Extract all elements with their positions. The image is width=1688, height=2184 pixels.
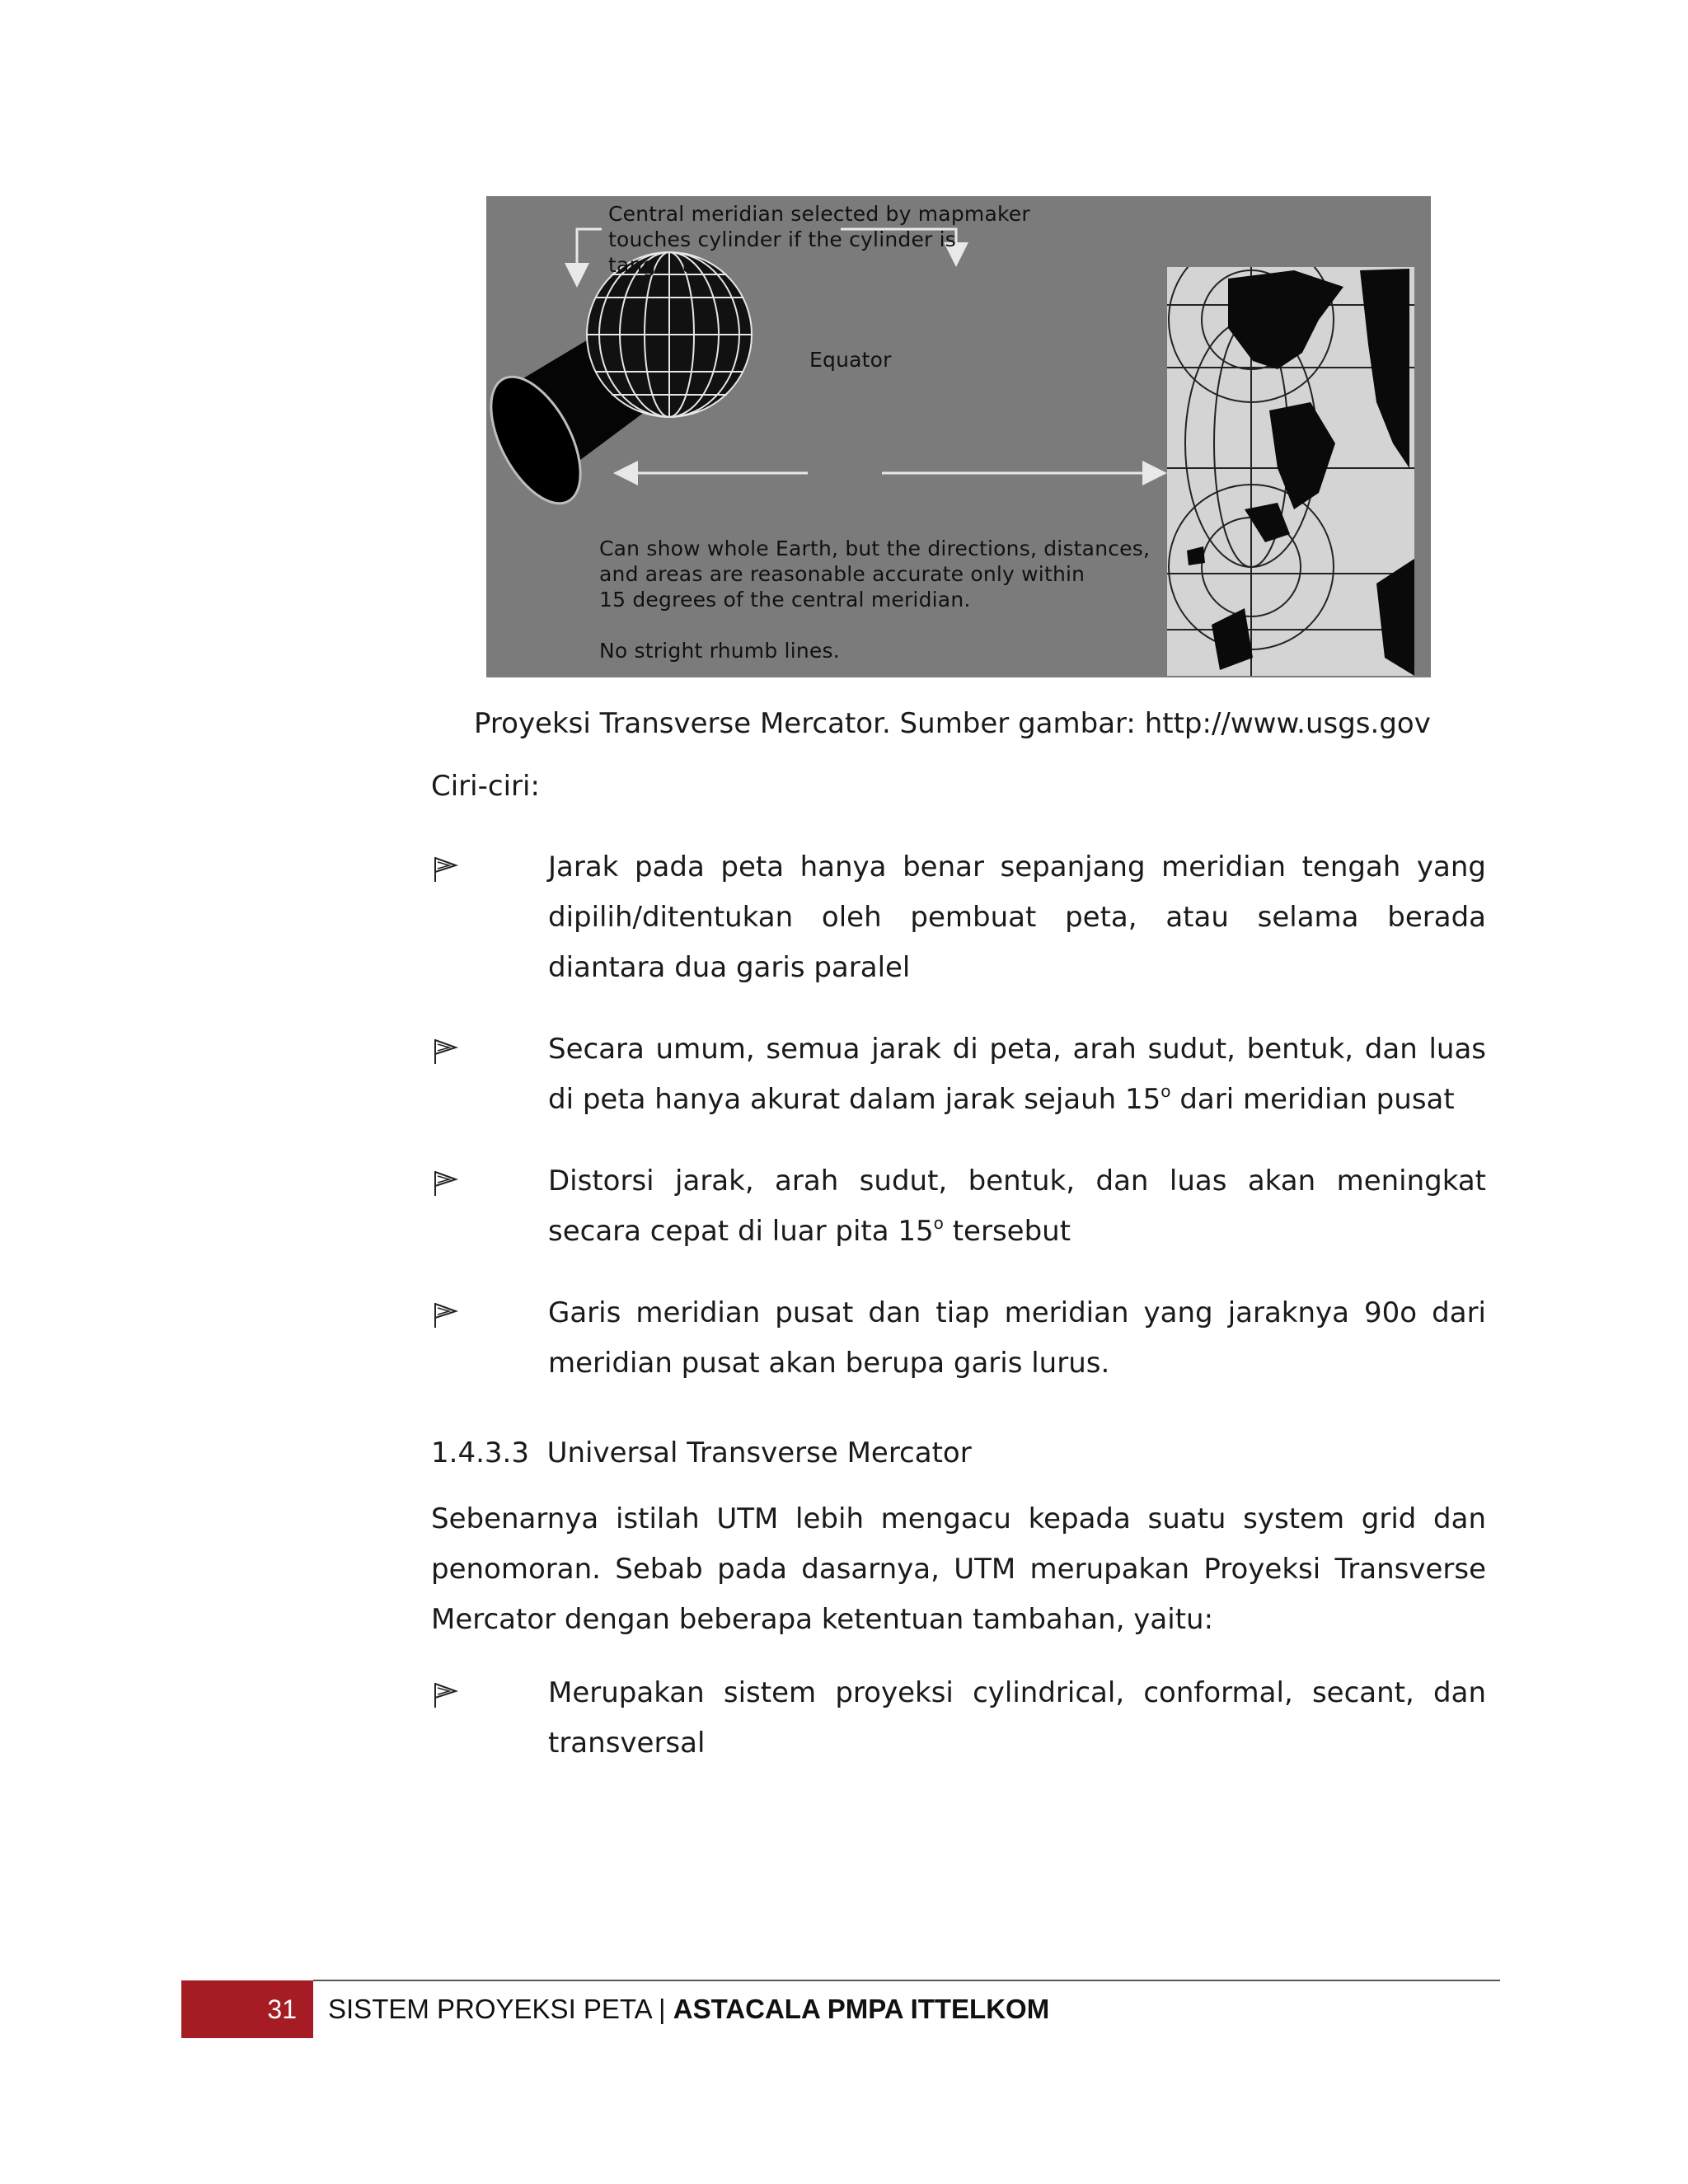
bullet-text: Garis meridian pusat dan tiap meridian yang jaraknya 90o dari meridian pusat akan berupa garis lurus. [548,1296,1486,1380]
footer-separator: | [659,1994,666,2024]
label-central-meridian: Central meridian selected by mapmaker touches cylinder if the cylinder is tangent. [608,202,1030,277]
footer-title [328,1980,1049,2038]
bullet-text: Distorsi jarak, arah sudut, bentuk, dan luas akan meningkat secara cepat di luar pita 15$^o$ tersebut [548,1165,1486,1248]
bullet-text: Secara umum, semua jarak di peta, arah sudut, bentuk, dan luas di peta hanya akurat dalam jarak sejauh 15$^o$ dari meridian pusat [548,1033,1486,1116]
ciri-ciri-label: Ciri-ciri: [431,770,540,803]
section-heading: 1.4.3.3 Universal Transverse Mercator [431,1436,972,1469]
degree-superscript: o [1160,1081,1171,1101]
flag-icon [431,1036,461,1066]
list-item [431,1668,1486,1769]
flag-icon [431,854,461,883]
list-item [431,1156,1486,1257]
transverse-mercator-map [1167,237,1414,676]
bullet-text: Jarak pada peta hanya benar sepanjang meridian tengah yang dipilih/ditentukan oleh pembuat peta, atau selama berada diantara dua garis paralel [548,851,1486,984]
body-paragraph: Sebenarnya istilah UTM lebih mengacu kepada suatu system grid dan penomoran. Sebab pada dasarnya, UTM merupakan Proyeksi Transverse Mercator dengan beberapa ketentuan tambahan, yaitu: [431,1502,1486,1636]
transverse-mercator-figure [486,196,1431,677]
label-whole-earth: Can show whole Earth, but the directions, distances, and areas are reasonable accurate only within 15 degrees of the central meridian. [599,537,1151,612]
page-number: 31 [267,1994,297,2024]
flag-icon [431,1168,461,1197]
flag-icon [431,1680,461,1709]
degree-superscript: o [933,1213,944,1233]
bullet-text: Merupakan sistem proyeksi cylindrical, conformal, secant, dan transversal [548,1676,1486,1760]
label-rhumb-lines: No stright rhumb lines. [599,639,840,663]
label-equator: Equator [809,348,892,372]
list-item [431,1024,1486,1125]
list-item [431,1288,1486,1389]
figure-caption: Proyeksi Transverse Mercator. Sumber gambar: http://www.usgs.gov [474,707,1431,740]
list-item [431,842,1486,993]
footer-doc-title: SISTEM PROYEKSI PETA [328,1994,651,2024]
footer-org: ASTACALA PMPA ITTELKOM [673,1994,1050,2024]
flag-icon [431,1300,461,1329]
